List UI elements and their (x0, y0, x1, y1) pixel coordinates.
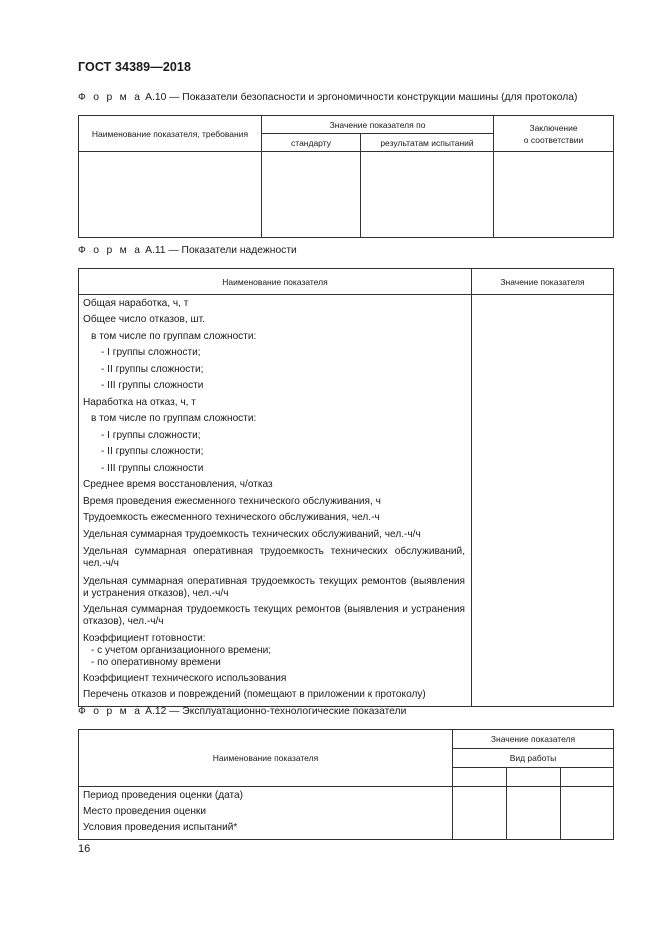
a12-col-name: Наименование показателя (79, 730, 453, 787)
a12-work-subcell (453, 768, 507, 787)
form-a12-prefix: Ф о р м а (78, 706, 143, 717)
a11-row: - по оперативному времени (91, 657, 221, 668)
form-a12-title: А.12 — Эксплуатационно-технологические показатели (145, 706, 407, 717)
form-a10-table (78, 115, 614, 238)
form-a10-caption (78, 92, 577, 103)
a10-empty-cell (262, 152, 361, 238)
form-a11-caption (78, 245, 297, 256)
a11-row: - с учетом организационного времени; (91, 645, 272, 656)
a11-value-cell (472, 295, 614, 707)
form-a11-title: А.11 — Показатели надежности (145, 245, 297, 256)
a12-work-subcell (561, 768, 614, 787)
a11-row: в том числе по группам сложности: (91, 413, 257, 424)
a10-col-conclusion: Заключение о соответствии (494, 116, 614, 152)
a11-row: - II группы сложности; (101, 446, 204, 457)
a11-row: - I группы сложности; (101, 430, 201, 441)
form-a11-prefix: Ф о р м а (78, 245, 143, 256)
a10-empty-cell (79, 152, 262, 238)
a11-row: Время проведения ежесменного технического обслуживания, ч (83, 496, 381, 507)
a12-value-cell (453, 787, 507, 840)
a10-col-results: результатам испытаний (361, 134, 494, 152)
a12-row: Место проведения оценки (83, 806, 206, 817)
a12-value-cell (507, 787, 561, 840)
form-a10-prefix: Ф о р м а (78, 92, 143, 103)
a10-col-value: Значение показателя по (262, 116, 494, 134)
a12-value-cell (561, 787, 614, 840)
a11-indicators-cell (79, 295, 472, 707)
form-a10-title: А.10 — Показатели безопасности и эргономичности конструкции машины (для протокола) (145, 92, 578, 103)
a10-empty-cell (361, 152, 494, 238)
page-number: 16 (78, 843, 91, 855)
form-a12-caption (78, 706, 406, 717)
a12-col-value: Значение показателя (453, 730, 614, 749)
a12-col-work: Вид работы (453, 749, 614, 768)
a11-col-value: Значение показателя (472, 269, 614, 295)
a11-row: Удельная суммарная трудоемкость текущих ремонтов (выявления и устранения отказов), чел.-ч/ч (83, 604, 465, 627)
a11-row: Удельная суммарная трудоемкость технических обслуживаний, чел.-ч/ч (83, 529, 421, 540)
a11-row: в том числе по группам сложности: (91, 331, 257, 342)
a12-row: Условия проведения испытаний* (83, 822, 238, 833)
a10-empty-cell (494, 152, 614, 238)
a11-row: Удельная суммарная оперативная трудоемкость текущих ремонтов (выявления и устранения отказов), чел.-ч/ч (83, 576, 465, 599)
a11-row: Наработка на отказ, ч, т (83, 397, 196, 408)
a11-row: Трудоемкость ежесменного технического обслуживания, чел.-ч (83, 512, 380, 523)
a10-col-standard: стандарту (262, 134, 361, 152)
form-a12-table (78, 729, 614, 840)
a12-indicators-cell (79, 787, 453, 840)
a11-row: - I группы сложности; (101, 347, 201, 358)
a11-col-name: Наименование показателя (79, 269, 472, 295)
a11-row: Общее число отказов, шт. (83, 314, 205, 325)
a11-row: - II группы сложности; (101, 364, 204, 375)
a12-row: Период проведения оценки (дата) (83, 790, 243, 801)
a11-row: Общая наработка, ч, т (83, 298, 189, 309)
a12-work-subcell (507, 768, 561, 787)
a11-row: Среднее время восстановления, ч/отказ (83, 479, 273, 490)
a11-row: Перечень отказов и повреждений (помещают в приложении к протоколу) (83, 689, 426, 700)
form-a11-table (78, 268, 614, 707)
a11-row: Коэффициент технического использования (83, 673, 287, 684)
standard-header: ГОСТ 34389—2018 (78, 60, 192, 74)
a11-row: Коэффициент готовности: (83, 633, 206, 644)
a10-col-name: Наименование показателя, требования (79, 116, 262, 152)
a11-row: Удельная суммарная оперативная трудоемкость технических обслуживаний, чел.-ч/ч (83, 546, 465, 569)
a11-row: - III группы сложности (101, 463, 204, 474)
a11-row: - III группы сложности (101, 380, 204, 391)
